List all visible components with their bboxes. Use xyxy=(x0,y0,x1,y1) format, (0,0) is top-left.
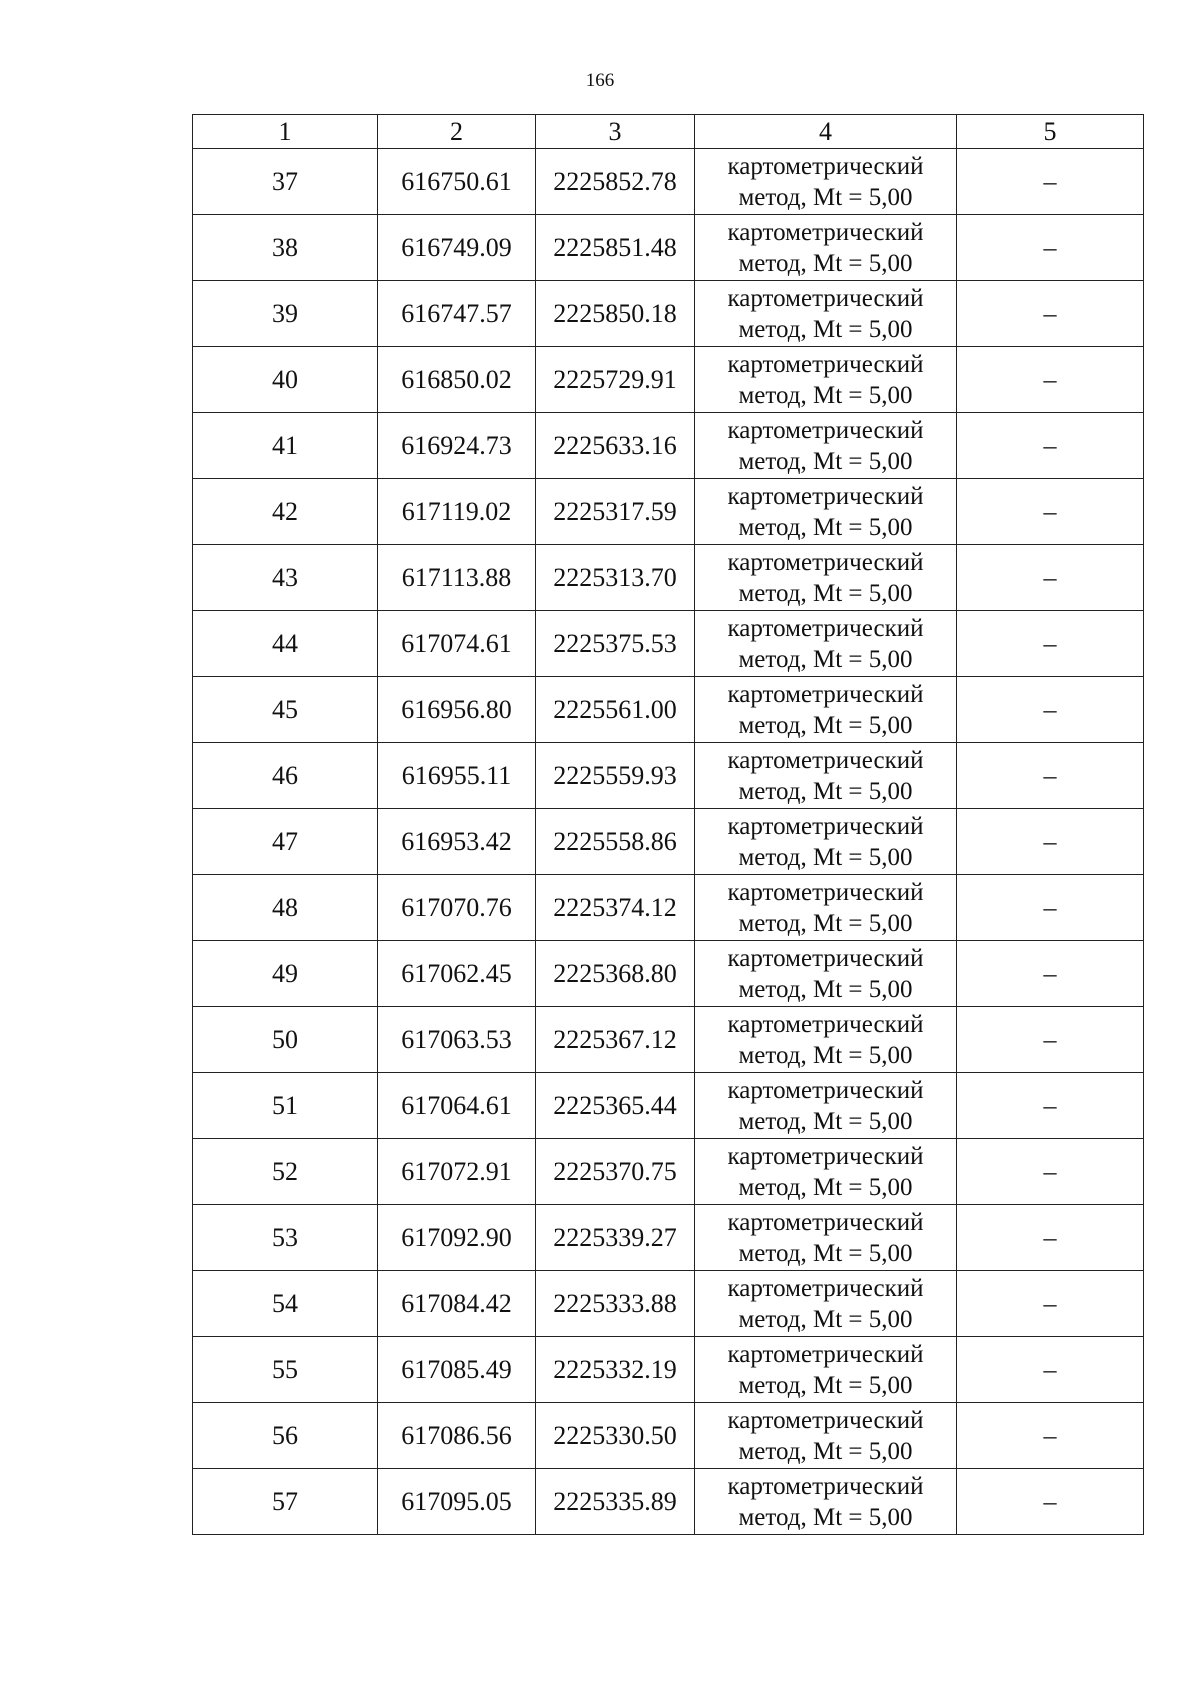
method-cell xyxy=(695,1007,957,1073)
x-coordinate-cell: 616850.02 xyxy=(378,347,536,413)
method-line-2: метод, Mt = 5,00 xyxy=(738,1305,913,1333)
x-coordinate-cell: 617084.42 xyxy=(378,1271,536,1337)
note-cell: – xyxy=(957,347,1144,413)
method-cell xyxy=(695,1403,957,1469)
point-number-cell: 39 xyxy=(193,281,378,347)
method-line-2: метод, Mt = 5,00 xyxy=(738,1239,913,1267)
note-cell: – xyxy=(957,479,1144,545)
y-coordinate-cell: 2225374.12 xyxy=(536,875,695,941)
note-cell: – xyxy=(957,875,1144,941)
table-row xyxy=(193,1271,1144,1337)
method-line-1: картометрический xyxy=(727,614,924,642)
table-header-row xyxy=(193,115,1144,149)
table-row xyxy=(193,1403,1144,1469)
method-line-1: картометрический xyxy=(727,1208,924,1236)
x-coordinate-cell: 616747.57 xyxy=(378,281,536,347)
method-line-1: картометрический xyxy=(727,350,924,378)
point-number-cell: 55 xyxy=(193,1337,378,1403)
method-cell xyxy=(695,1139,957,1205)
method-line-2: метод, Mt = 5,00 xyxy=(738,381,913,409)
table-row xyxy=(193,215,1144,281)
x-coordinate-cell: 617070.76 xyxy=(378,875,536,941)
method-line-2: метод, Mt = 5,00 xyxy=(738,909,913,937)
note-cell: – xyxy=(957,1073,1144,1139)
method-line-2: метод, Mt = 5,00 xyxy=(738,249,913,277)
x-coordinate-cell: 617064.61 xyxy=(378,1073,536,1139)
x-coordinate-cell: 617095.05 xyxy=(378,1469,536,1535)
x-coordinate-cell: 617072.91 xyxy=(378,1139,536,1205)
y-coordinate-cell: 2225558.86 xyxy=(536,809,695,875)
method-line-2: метод, Mt = 5,00 xyxy=(738,1437,913,1465)
method-line-1: картометрический xyxy=(727,482,924,510)
point-number-cell: 49 xyxy=(193,941,378,1007)
method-line-2: метод, Mt = 5,00 xyxy=(738,1107,913,1135)
column-header-5: 5 xyxy=(957,115,1144,149)
page-number: 166 xyxy=(585,70,615,91)
table-row xyxy=(193,1007,1144,1073)
method-cell xyxy=(695,1469,957,1535)
point-number-cell: 48 xyxy=(193,875,378,941)
method-line-2: метод, Mt = 5,00 xyxy=(738,1173,913,1201)
point-number-cell: 53 xyxy=(193,1205,378,1271)
table-row xyxy=(193,347,1144,413)
x-coordinate-cell: 616953.42 xyxy=(378,809,536,875)
point-number-cell: 52 xyxy=(193,1139,378,1205)
y-coordinate-cell: 2225333.88 xyxy=(536,1271,695,1337)
x-coordinate-cell: 617113.88 xyxy=(378,545,536,611)
method-line-1: картометрический xyxy=(727,416,924,444)
table-row xyxy=(193,941,1144,1007)
method-line-1: картометрический xyxy=(727,218,924,246)
method-cell xyxy=(695,1337,957,1403)
method-line-2: метод, Mt = 5,00 xyxy=(738,579,913,607)
point-number-cell: 38 xyxy=(193,215,378,281)
method-line-1: картометрический xyxy=(727,1340,924,1368)
point-number-cell: 54 xyxy=(193,1271,378,1337)
note-cell: – xyxy=(957,215,1144,281)
method-line-1: картометрический xyxy=(727,1406,924,1434)
x-coordinate-cell: 616956.80 xyxy=(378,677,536,743)
y-coordinate-cell: 2225335.89 xyxy=(536,1469,695,1535)
method-line-1: картометрический xyxy=(727,284,924,312)
method-cell xyxy=(695,215,957,281)
point-number-cell: 37 xyxy=(193,149,378,215)
method-line-1: картометрический xyxy=(727,680,924,708)
method-cell xyxy=(695,347,957,413)
column-header-2: 2 xyxy=(378,115,536,149)
point-number-cell: 51 xyxy=(193,1073,378,1139)
method-cell xyxy=(695,413,957,479)
x-coordinate-cell: 617062.45 xyxy=(378,941,536,1007)
note-cell: – xyxy=(957,1271,1144,1337)
x-coordinate-cell: 616749.09 xyxy=(378,215,536,281)
note-cell: – xyxy=(957,413,1144,479)
method-line-2: метод, Mt = 5,00 xyxy=(738,777,913,805)
method-cell xyxy=(695,545,957,611)
method-line-2: метод, Mt = 5,00 xyxy=(738,975,913,1003)
y-coordinate-cell: 2225367.12 xyxy=(536,1007,695,1073)
table-row xyxy=(193,413,1144,479)
x-coordinate-cell: 617074.61 xyxy=(378,611,536,677)
point-number-cell: 44 xyxy=(193,611,378,677)
x-coordinate-cell: 616750.61 xyxy=(378,149,536,215)
table-row xyxy=(193,875,1144,941)
note-cell: – xyxy=(957,281,1144,347)
method-line-2: метод, Mt = 5,00 xyxy=(738,711,913,739)
table-row xyxy=(193,1337,1144,1403)
method-line-1: картометрический xyxy=(727,152,924,180)
table-row xyxy=(193,281,1144,347)
x-coordinate-cell: 617085.49 xyxy=(378,1337,536,1403)
note-cell: – xyxy=(957,149,1144,215)
x-coordinate-cell: 616924.73 xyxy=(378,413,536,479)
method-cell xyxy=(695,479,957,545)
method-cell xyxy=(695,743,957,809)
method-line-1: картометрический xyxy=(727,1010,924,1038)
column-header-3: 3 xyxy=(536,115,695,149)
method-cell xyxy=(695,941,957,1007)
note-cell: – xyxy=(957,1403,1144,1469)
method-line-1: картометрический xyxy=(727,878,924,906)
x-coordinate-cell: 617086.56 xyxy=(378,1403,536,1469)
method-line-1: картометрический xyxy=(727,812,924,840)
method-line-1: картометрический xyxy=(727,548,924,576)
y-coordinate-cell: 2225375.53 xyxy=(536,611,695,677)
note-cell: – xyxy=(957,677,1144,743)
note-cell: – xyxy=(957,809,1144,875)
table-row xyxy=(193,1073,1144,1139)
x-coordinate-cell: 617119.02 xyxy=(378,479,536,545)
method-line-1: картометрический xyxy=(727,1142,924,1170)
note-cell: – xyxy=(957,1139,1144,1205)
method-cell xyxy=(695,281,957,347)
method-cell xyxy=(695,875,957,941)
method-line-2: метод, Mt = 5,00 xyxy=(738,315,913,343)
x-coordinate-cell: 617063.53 xyxy=(378,1007,536,1073)
method-line-1: картометрический xyxy=(727,746,924,774)
note-cell: – xyxy=(957,1337,1144,1403)
point-number-cell: 50 xyxy=(193,1007,378,1073)
table-row xyxy=(193,545,1144,611)
y-coordinate-cell: 2225851.48 xyxy=(536,215,695,281)
x-coordinate-cell: 616955.11 xyxy=(378,743,536,809)
y-coordinate-cell: 2225332.19 xyxy=(536,1337,695,1403)
method-cell xyxy=(695,1271,957,1337)
note-cell: – xyxy=(957,941,1144,1007)
method-line-2: метод, Mt = 5,00 xyxy=(738,1503,913,1531)
method-cell xyxy=(695,1073,957,1139)
note-cell: – xyxy=(957,545,1144,611)
y-coordinate-cell: 2225633.16 xyxy=(536,413,695,479)
coordinates-table xyxy=(192,114,1144,1535)
note-cell: – xyxy=(957,611,1144,677)
table-row xyxy=(193,743,1144,809)
method-line-1: картометрический xyxy=(727,944,924,972)
point-number-cell: 56 xyxy=(193,1403,378,1469)
method-cell xyxy=(695,677,957,743)
method-line-2: метод, Mt = 5,00 xyxy=(738,447,913,475)
method-cell xyxy=(695,809,957,875)
note-cell: – xyxy=(957,1205,1144,1271)
point-number-cell: 43 xyxy=(193,545,378,611)
point-number-cell: 57 xyxy=(193,1469,378,1535)
table-row xyxy=(193,149,1144,215)
point-number-cell: 40 xyxy=(193,347,378,413)
column-header-1: 1 xyxy=(193,115,378,149)
point-number-cell: 45 xyxy=(193,677,378,743)
table-row xyxy=(193,809,1144,875)
y-coordinate-cell: 2225561.00 xyxy=(536,677,695,743)
note-cell: – xyxy=(957,1007,1144,1073)
method-line-1: картометрический xyxy=(727,1076,924,1104)
point-number-cell: 42 xyxy=(193,479,378,545)
method-line-2: метод, Mt = 5,00 xyxy=(738,1041,913,1069)
y-coordinate-cell: 2225330.50 xyxy=(536,1403,695,1469)
note-cell: – xyxy=(957,743,1144,809)
table-row xyxy=(193,1469,1144,1535)
table-row xyxy=(193,479,1144,545)
y-coordinate-cell: 2225339.27 xyxy=(536,1205,695,1271)
x-coordinate-cell: 617092.90 xyxy=(378,1205,536,1271)
method-cell xyxy=(695,611,957,677)
y-coordinate-cell: 2225365.44 xyxy=(536,1073,695,1139)
point-number-cell: 41 xyxy=(193,413,378,479)
y-coordinate-cell: 2225313.70 xyxy=(536,545,695,611)
method-line-2: метод, Mt = 5,00 xyxy=(738,645,913,673)
method-cell xyxy=(695,1205,957,1271)
y-coordinate-cell: 2225852.78 xyxy=(536,149,695,215)
y-coordinate-cell: 2225559.93 xyxy=(536,743,695,809)
method-line-2: метод, Mt = 5,00 xyxy=(738,183,913,211)
method-line-1: картометрический xyxy=(727,1472,924,1500)
table-row xyxy=(193,677,1144,743)
y-coordinate-cell: 2225850.18 xyxy=(536,281,695,347)
point-number-cell: 46 xyxy=(193,743,378,809)
y-coordinate-cell: 2225370.75 xyxy=(536,1139,695,1205)
method-line-2: метод, Mt = 5,00 xyxy=(738,1371,913,1399)
y-coordinate-cell: 2225317.59 xyxy=(536,479,695,545)
point-number-cell: 47 xyxy=(193,809,378,875)
table-row xyxy=(193,1205,1144,1271)
method-line-2: метод, Mt = 5,00 xyxy=(738,843,913,871)
y-coordinate-cell: 2225729.91 xyxy=(536,347,695,413)
y-coordinate-cell: 2225368.80 xyxy=(536,941,695,1007)
note-cell: – xyxy=(957,1469,1144,1535)
table-row xyxy=(193,611,1144,677)
method-line-1: картометрический xyxy=(727,1274,924,1302)
method-cell xyxy=(695,149,957,215)
column-header-4: 4 xyxy=(695,115,957,149)
table-row xyxy=(193,1139,1144,1205)
method-line-2: метод, Mt = 5,00 xyxy=(738,513,913,541)
